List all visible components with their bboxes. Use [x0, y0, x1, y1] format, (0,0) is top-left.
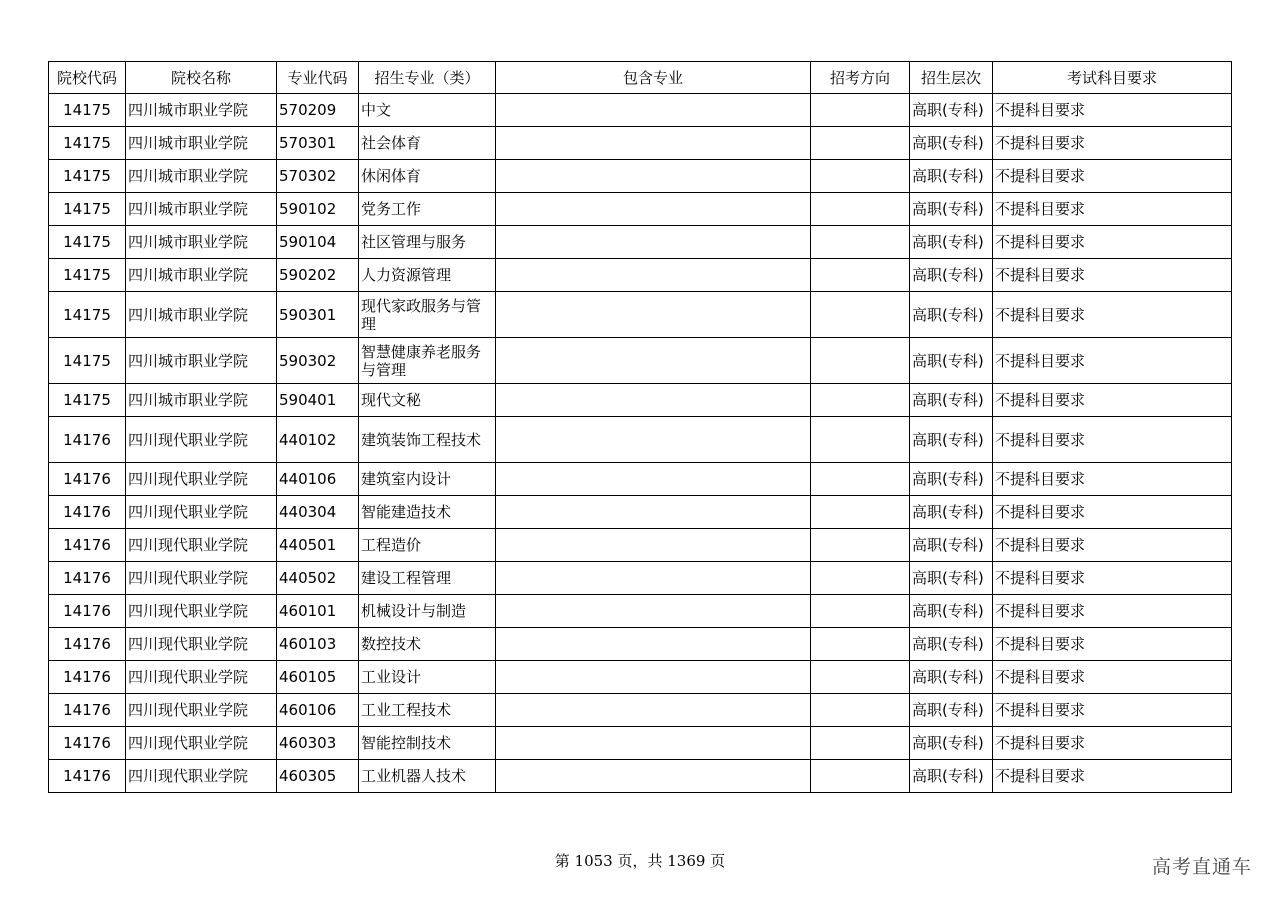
- included-majors-cell: [496, 384, 811, 417]
- header-school-code: 院校代码: [49, 62, 126, 94]
- level-cell: 高职(专科): [910, 496, 993, 529]
- direction-cell: [811, 417, 910, 463]
- major-cell: 工业机器人技术: [359, 760, 496, 793]
- school-name-cell: 四川城市职业学院: [126, 292, 277, 338]
- subject-requirements-cell: 不提科目要求: [993, 292, 1232, 338]
- major-code-cell: 440304: [277, 496, 359, 529]
- school-code-cell: 14176: [49, 694, 126, 727]
- included-majors-cell: [496, 193, 811, 226]
- school-code-cell: 14175: [49, 338, 126, 384]
- included-majors-cell: [496, 727, 811, 760]
- school-name-cell: 四川现代职业学院: [126, 727, 277, 760]
- major-code-cell: 460303: [277, 727, 359, 760]
- school-code-cell: 14176: [49, 417, 126, 463]
- major-code-cell: 440502: [277, 562, 359, 595]
- school-name-cell: 四川城市职业学院: [126, 338, 277, 384]
- direction-cell: [811, 760, 910, 793]
- school-code-cell: 14175: [49, 94, 126, 127]
- direction-cell: [811, 338, 910, 384]
- major-cell: 智能控制技术: [359, 727, 496, 760]
- admissions-table: [48, 61, 1232, 793]
- table-row: [49, 463, 1232, 496]
- included-majors-cell: [496, 127, 811, 160]
- included-majors-cell: [496, 259, 811, 292]
- subject-requirements-cell: 不提科目要求: [993, 338, 1232, 384]
- major-code-cell: 590401: [277, 384, 359, 417]
- direction-cell: [811, 727, 910, 760]
- school-name-cell: 四川城市职业学院: [126, 259, 277, 292]
- major-code-cell: 460305: [277, 760, 359, 793]
- school-code-cell: 14176: [49, 463, 126, 496]
- school-code-cell: 14176: [49, 595, 126, 628]
- level-cell: 高职(专科): [910, 127, 993, 160]
- included-majors-cell: [496, 463, 811, 496]
- level-cell: 高职(专科): [910, 226, 993, 259]
- major-code-cell: 460101: [277, 595, 359, 628]
- major-cell: 建筑室内设计: [359, 463, 496, 496]
- major-code-cell: 440106: [277, 463, 359, 496]
- table-row: [49, 529, 1232, 562]
- level-cell: 高职(专科): [910, 628, 993, 661]
- direction-cell: [811, 496, 910, 529]
- school-name-cell: 四川现代职业学院: [126, 760, 277, 793]
- school-name-cell: 四川现代职业学院: [126, 661, 277, 694]
- direction-cell: [811, 384, 910, 417]
- direction-cell: [811, 694, 910, 727]
- table-row: [49, 94, 1232, 127]
- subject-requirements-cell: 不提科目要求: [993, 94, 1232, 127]
- table-row: [49, 760, 1232, 793]
- included-majors-cell: [496, 417, 811, 463]
- subject-requirements-cell: 不提科目要求: [993, 417, 1232, 463]
- table-row: [49, 496, 1232, 529]
- school-name-cell: 四川现代职业学院: [126, 496, 277, 529]
- level-cell: 高职(专科): [910, 417, 993, 463]
- direction-cell: [811, 127, 910, 160]
- major-cell: 机械设计与制造: [359, 595, 496, 628]
- major-code-cell: 590104: [277, 226, 359, 259]
- direction-cell: [811, 259, 910, 292]
- subject-requirements-cell: 不提科目要求: [993, 562, 1232, 595]
- level-cell: 高职(专科): [910, 562, 993, 595]
- major-cell: 工业设计: [359, 661, 496, 694]
- school-name-cell: 四川现代职业学院: [126, 417, 277, 463]
- header-included-majors: 包含专业: [496, 62, 811, 94]
- subject-requirements-cell: 不提科目要求: [993, 259, 1232, 292]
- table-row: [49, 661, 1232, 694]
- table-row: [49, 292, 1232, 338]
- major-cell: 现代家政服务与管理: [359, 292, 496, 338]
- included-majors-cell: [496, 760, 811, 793]
- subject-requirements-cell: 不提科目要求: [993, 193, 1232, 226]
- level-cell: 高职(专科): [910, 193, 993, 226]
- major-cell: 智慧健康养老服务与管理: [359, 338, 496, 384]
- major-code-cell: 440102: [277, 417, 359, 463]
- level-cell: 高职(专科): [910, 760, 993, 793]
- school-name-cell: 四川现代职业学院: [126, 694, 277, 727]
- school-name-cell: 四川现代职业学院: [126, 562, 277, 595]
- level-cell: 高职(专科): [910, 292, 993, 338]
- major-code-cell: 590301: [277, 292, 359, 338]
- header-major-code: 专业代码: [277, 62, 359, 94]
- subject-requirements-cell: 不提科目要求: [993, 760, 1232, 793]
- direction-cell: [811, 463, 910, 496]
- major-cell: 建筑装饰工程技术: [359, 417, 496, 463]
- table-row: [49, 384, 1232, 417]
- school-code-cell: 14175: [49, 226, 126, 259]
- subject-requirements-cell: 不提科目要求: [993, 384, 1232, 417]
- school-name-cell: 四川城市职业学院: [126, 127, 277, 160]
- included-majors-cell: [496, 292, 811, 338]
- major-cell: 中文: [359, 94, 496, 127]
- included-majors-cell: [496, 160, 811, 193]
- school-name-cell: 四川现代职业学院: [126, 628, 277, 661]
- header-subject-requirements: 考试科目要求: [993, 62, 1232, 94]
- level-cell: 高职(专科): [910, 529, 993, 562]
- header-major: 招生专业（类）: [359, 62, 496, 94]
- direction-cell: [811, 193, 910, 226]
- school-code-cell: 14175: [49, 292, 126, 338]
- major-code-cell: 460106: [277, 694, 359, 727]
- major-cell: 工程造价: [359, 529, 496, 562]
- subject-requirements-cell: 不提科目要求: [993, 226, 1232, 259]
- table-row: [49, 595, 1232, 628]
- direction-cell: [811, 160, 910, 193]
- school-code-cell: 14175: [49, 384, 126, 417]
- major-cell: 现代文秘: [359, 384, 496, 417]
- header-level: 招生层次: [910, 62, 993, 94]
- subject-requirements-cell: 不提科目要求: [993, 727, 1232, 760]
- major-cell: 社区管理与服务: [359, 226, 496, 259]
- subject-requirements-cell: 不提科目要求: [993, 496, 1232, 529]
- level-cell: 高职(专科): [910, 463, 993, 496]
- level-cell: 高职(专科): [910, 595, 993, 628]
- level-cell: 高职(专科): [910, 259, 993, 292]
- subject-requirements-cell: 不提科目要求: [993, 628, 1232, 661]
- subject-requirements-cell: 不提科目要求: [993, 694, 1232, 727]
- included-majors-cell: [496, 94, 811, 127]
- table-row: [49, 226, 1232, 259]
- table-row: [49, 417, 1232, 463]
- school-name-cell: 四川现代职业学院: [126, 529, 277, 562]
- school-code-cell: 14176: [49, 529, 126, 562]
- major-code-cell: 570301: [277, 127, 359, 160]
- major-cell: 人力资源管理: [359, 259, 496, 292]
- school-code-cell: 14175: [49, 259, 126, 292]
- major-code-cell: 590102: [277, 193, 359, 226]
- included-majors-cell: [496, 338, 811, 384]
- page-number: 第 1053 页，共 1369 页: [554, 852, 726, 870]
- school-name-cell: 四川现代职业学院: [126, 595, 277, 628]
- level-cell: 高职(专科): [910, 727, 993, 760]
- school-code-cell: 14176: [49, 496, 126, 529]
- school-name-cell: 四川城市职业学院: [126, 160, 277, 193]
- major-code-cell: 460103: [277, 628, 359, 661]
- school-name-cell: 四川城市职业学院: [126, 384, 277, 417]
- major-cell: 智能建造技术: [359, 496, 496, 529]
- table-row: [49, 727, 1232, 760]
- level-cell: 高职(专科): [910, 160, 993, 193]
- major-code-cell: 590302: [277, 338, 359, 384]
- subject-requirements-cell: 不提科目要求: [993, 595, 1232, 628]
- school-code-cell: 14176: [49, 562, 126, 595]
- included-majors-cell: [496, 661, 811, 694]
- header-direction: 招考方向: [811, 62, 910, 94]
- school-code-cell: 14176: [49, 661, 126, 694]
- direction-cell: [811, 529, 910, 562]
- school-code-cell: 14175: [49, 160, 126, 193]
- school-code-cell: 14176: [49, 727, 126, 760]
- school-code-cell: 14175: [49, 193, 126, 226]
- table-row: [49, 193, 1232, 226]
- direction-cell: [811, 226, 910, 259]
- major-cell: 数控技术: [359, 628, 496, 661]
- major-cell: 党务工作: [359, 193, 496, 226]
- header-school-name: 院校名称: [126, 62, 277, 94]
- level-cell: 高职(专科): [910, 338, 993, 384]
- major-cell: 工业工程技术: [359, 694, 496, 727]
- subject-requirements-cell: 不提科目要求: [993, 160, 1232, 193]
- level-cell: 高职(专科): [910, 661, 993, 694]
- major-cell: 休闲体育: [359, 160, 496, 193]
- included-majors-cell: [496, 595, 811, 628]
- table-row: [49, 562, 1232, 595]
- included-majors-cell: [496, 226, 811, 259]
- major-code-cell: 570302: [277, 160, 359, 193]
- included-majors-cell: [496, 529, 811, 562]
- included-majors-cell: [496, 694, 811, 727]
- direction-cell: [811, 94, 910, 127]
- major-cell: 社会体育: [359, 127, 496, 160]
- watermark: 高考直通车: [1151, 856, 1252, 878]
- table-row: [49, 694, 1232, 727]
- subject-requirements-cell: 不提科目要求: [993, 127, 1232, 160]
- subject-requirements-cell: 不提科目要求: [993, 463, 1232, 496]
- school-code-cell: 14175: [49, 127, 126, 160]
- direction-cell: [811, 628, 910, 661]
- included-majors-cell: [496, 496, 811, 529]
- school-code-cell: 14176: [49, 628, 126, 661]
- major-code-cell: 570209: [277, 94, 359, 127]
- school-name-cell: 四川城市职业学院: [126, 193, 277, 226]
- major-code-cell: 460105: [277, 661, 359, 694]
- school-code-cell: 14176: [49, 760, 126, 793]
- table-row: [49, 338, 1232, 384]
- level-cell: 高职(专科): [910, 94, 993, 127]
- direction-cell: [811, 292, 910, 338]
- table-row: [49, 127, 1232, 160]
- table-row: [49, 628, 1232, 661]
- direction-cell: [811, 661, 910, 694]
- school-name-cell: 四川现代职业学院: [126, 463, 277, 496]
- school-name-cell: 四川城市职业学院: [126, 94, 277, 127]
- table-row: [49, 259, 1232, 292]
- table-header-row: [49, 62, 1232, 94]
- direction-cell: [811, 595, 910, 628]
- level-cell: 高职(专科): [910, 384, 993, 417]
- major-code-cell: 440501: [277, 529, 359, 562]
- subject-requirements-cell: 不提科目要求: [993, 661, 1232, 694]
- direction-cell: [811, 562, 910, 595]
- level-cell: 高职(专科): [910, 694, 993, 727]
- subject-requirements-cell: 不提科目要求: [993, 529, 1232, 562]
- major-cell: 建设工程管理: [359, 562, 496, 595]
- major-code-cell: 590202: [277, 259, 359, 292]
- included-majors-cell: [496, 628, 811, 661]
- school-name-cell: 四川城市职业学院: [126, 226, 277, 259]
- table-row: [49, 160, 1232, 193]
- included-majors-cell: [496, 562, 811, 595]
